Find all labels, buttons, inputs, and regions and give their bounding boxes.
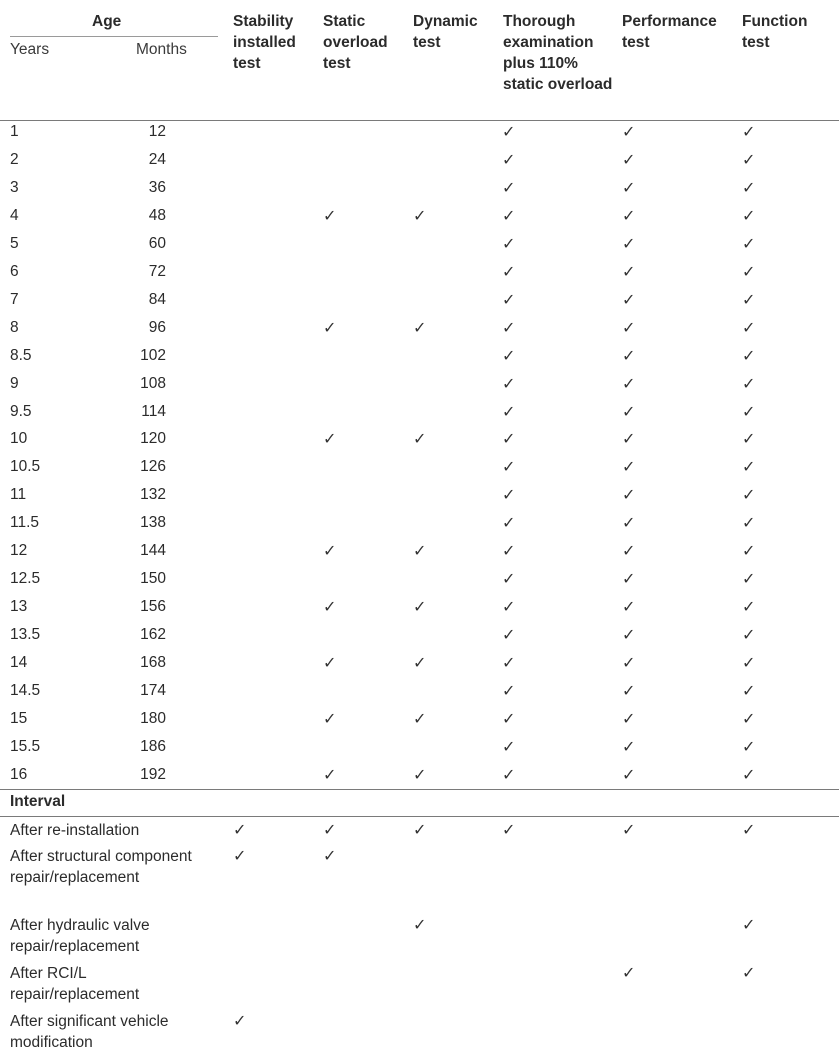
check-mark-dynamic: ✓	[413, 708, 427, 728]
check-mark-thorough-examination: ✓	[502, 289, 516, 309]
check-mark-dynamic: ✓	[413, 915, 427, 934]
check-mark-function: ✓	[742, 233, 756, 253]
check-mark-performance: ✓	[622, 261, 636, 281]
check-mark-stability-installed: ✓	[233, 820, 247, 839]
age-months-cell: 120	[140, 430, 166, 448]
header-static-overload-test: Static overload test	[323, 13, 388, 72]
check-mark-thorough-examination: ✓	[502, 373, 516, 393]
check-mark-function: ✓	[742, 429, 756, 449]
check-mark-function: ✓	[742, 485, 756, 505]
check-mark-static-overload: ✓	[323, 653, 337, 673]
age-years-cell: 10	[10, 430, 28, 448]
check-mark-dynamic: ✓	[413, 317, 427, 337]
check-mark-performance: ✓	[622, 233, 636, 253]
age-months-cell: 96	[148, 318, 166, 336]
interval-row-label: After hydraulic valve repair/replacement	[10, 917, 150, 955]
check-mark-dynamic: ✓	[413, 205, 427, 225]
check-mark-thorough-examination: ✓	[502, 569, 516, 589]
check-mark-static-overload: ✓	[323, 764, 337, 784]
check-mark-performance: ✓	[622, 963, 636, 982]
interval-top-rule	[0, 789, 839, 790]
check-mark-performance: ✓	[622, 205, 636, 225]
check-mark-performance: ✓	[622, 764, 636, 784]
check-mark-thorough-examination: ✓	[502, 122, 516, 141]
age-years-cell: 9.5	[10, 402, 32, 420]
check-mark-thorough-examination: ✓	[502, 764, 516, 784]
check-mark-function: ✓	[742, 513, 756, 533]
age-years-cell: 5	[10, 234, 19, 252]
check-mark-performance: ✓	[622, 373, 636, 393]
check-mark-performance: ✓	[622, 149, 636, 169]
check-mark-static-overload: ✓	[323, 597, 337, 617]
check-mark-function: ✓	[742, 597, 756, 617]
check-mark-dynamic: ✓	[413, 764, 427, 784]
check-mark-thorough-examination: ✓	[502, 457, 516, 477]
age-years-cell: 4	[10, 206, 19, 224]
check-mark-function: ✓	[742, 122, 756, 141]
interval-row-label: After significant vehicle modification	[10, 1013, 169, 1051]
check-mark-thorough-examination: ✓	[502, 429, 516, 449]
check-mark-thorough-examination: ✓	[502, 597, 516, 617]
check-mark-function: ✓	[742, 708, 756, 728]
header-dynamic-test: Dynamic test	[413, 13, 478, 51]
check-mark-function: ✓	[742, 764, 756, 784]
interval-row-label: After re-installation	[10, 822, 140, 839]
age-months-cell: 48	[148, 206, 166, 224]
check-mark-thorough-examination: ✓	[502, 233, 516, 253]
header-bottom-rule	[0, 120, 839, 121]
check-mark-thorough-examination: ✓	[502, 653, 516, 673]
check-mark-function: ✓	[742, 681, 756, 700]
header-thorough-examination: Thorough examination plus 110% static overload	[503, 13, 613, 93]
check-mark-dynamic: ✓	[413, 820, 427, 839]
age-years-cell: 11.5	[10, 514, 40, 532]
check-mark-function: ✓	[742, 345, 756, 365]
check-mark-static-overload: ✓	[323, 820, 337, 839]
age-months-cell: 186	[140, 737, 166, 755]
check-mark-performance: ✓	[622, 681, 636, 700]
check-mark-thorough-examination: ✓	[502, 541, 516, 561]
check-mark-function: ✓	[742, 177, 756, 197]
age-months-cell: 12	[148, 123, 166, 140]
check-mark-dynamic: ✓	[413, 429, 427, 449]
check-mark-performance: ✓	[622, 597, 636, 617]
age-years-cell: 12.5	[10, 570, 41, 588]
age-years-cell: 6	[10, 262, 19, 280]
check-mark-performance: ✓	[622, 317, 636, 337]
age-years-cell: 11	[10, 486, 27, 504]
interval-row-label: After structural component repair/replacement	[10, 848, 192, 886]
age-months-cell: 60	[148, 234, 166, 252]
check-mark-thorough-examination: ✓	[502, 485, 516, 505]
age-months-cell: 168	[140, 654, 166, 672]
age-months-cell: 102	[140, 346, 166, 364]
header-years: Years	[10, 41, 50, 58]
check-mark-performance: ✓	[622, 289, 636, 309]
check-mark-function: ✓	[742, 261, 756, 281]
check-mark-static-overload: ✓	[323, 708, 337, 728]
check-mark-performance: ✓	[622, 345, 636, 365]
check-mark-performance: ✓	[622, 177, 636, 197]
check-mark-function: ✓	[742, 205, 756, 225]
age-months-cell: 180	[140, 709, 166, 727]
age-years-cell: 2	[10, 150, 19, 168]
check-mark-dynamic: ✓	[413, 541, 427, 561]
check-mark-stability-installed: ✓	[233, 1011, 247, 1030]
check-mark-performance: ✓	[622, 708, 636, 728]
age-months-cell: 138	[140, 514, 166, 532]
interval-bottom-rule	[0, 816, 839, 817]
age-underline	[10, 36, 218, 37]
age-years-cell: 8	[10, 318, 19, 336]
check-mark-function: ✓	[742, 457, 756, 477]
age-months-cell: 126	[140, 458, 166, 476]
interval-heading: Interval	[10, 793, 66, 810]
age-months-cell: 174	[140, 682, 166, 699]
age-years-cell: 14.5	[10, 682, 41, 699]
check-mark-performance: ✓	[622, 736, 636, 756]
check-mark-thorough-examination: ✓	[502, 345, 516, 365]
age-years-cell: 15	[10, 709, 28, 727]
check-mark-dynamic: ✓	[413, 653, 427, 673]
check-mark-function: ✓	[742, 820, 756, 839]
check-mark-performance: ✓	[622, 457, 636, 477]
check-mark-thorough-examination: ✓	[502, 205, 516, 225]
check-mark-function: ✓	[742, 625, 756, 645]
check-mark-function: ✓	[742, 289, 756, 309]
check-mark-static-overload: ✓	[323, 205, 337, 225]
header-months: Months	[136, 41, 187, 58]
age-months-cell: 192	[140, 765, 166, 783]
age-years-cell: 9	[10, 374, 19, 392]
check-mark-static-overload: ✓	[323, 317, 337, 337]
age-years-cell: 15.5	[10, 737, 41, 755]
check-mark-function: ✓	[742, 373, 756, 393]
check-mark-performance: ✓	[622, 625, 636, 645]
check-mark-performance: ✓	[622, 653, 636, 673]
check-mark-thorough-examination: ✓	[502, 708, 516, 728]
age-months-cell: 114	[141, 402, 166, 420]
interval-row-label: After RCI/L repair/replacement	[10, 965, 140, 1003]
check-mark-performance: ✓	[622, 513, 636, 533]
check-mark-static-overload: ✓	[323, 846, 337, 865]
check-mark-function: ✓	[742, 653, 756, 673]
check-mark-performance: ✓	[622, 569, 636, 589]
check-mark-thorough-examination: ✓	[502, 149, 516, 169]
age-years-cell: 3	[10, 178, 19, 196]
check-mark-dynamic: ✓	[413, 597, 427, 617]
check-mark-function: ✓	[742, 317, 756, 337]
check-mark-function: ✓	[742, 736, 756, 756]
age-months-cell: 150	[140, 570, 166, 588]
age-months-cell: 84	[148, 290, 166, 308]
age-years-cell: 10.5	[10, 458, 41, 476]
check-mark-performance: ✓	[622, 820, 636, 839]
check-mark-function: ✓	[742, 541, 756, 561]
age-months-cell: 108	[140, 374, 166, 392]
check-mark-function: ✓	[742, 401, 756, 421]
check-mark-thorough-examination: ✓	[502, 681, 516, 700]
header-stability-installed-test: Stability installed test	[233, 13, 296, 72]
age-months-cell: 72	[148, 262, 166, 280]
age-years-cell: 7	[10, 290, 19, 308]
header-age: Age	[92, 13, 122, 30]
check-mark-thorough-examination: ✓	[502, 820, 516, 839]
check-mark-thorough-examination: ✓	[502, 261, 516, 281]
header-function-test: Function test	[742, 13, 808, 51]
check-mark-stability-installed: ✓	[233, 846, 247, 865]
age-years-cell: 13.5	[10, 626, 41, 644]
age-years-cell: 13	[10, 598, 28, 616]
age-years-cell: 8.5	[10, 346, 32, 364]
check-mark-static-overload: ✓	[323, 429, 337, 449]
check-mark-performance: ✓	[622, 122, 636, 141]
check-mark-performance: ✓	[622, 429, 636, 449]
check-mark-performance: ✓	[622, 485, 636, 505]
check-mark-thorough-examination: ✓	[502, 177, 516, 197]
check-mark-function: ✓	[742, 569, 756, 589]
age-years-cell: 1	[10, 123, 19, 140]
check-mark-thorough-examination: ✓	[502, 401, 516, 421]
check-mark-thorough-examination: ✓	[502, 625, 516, 645]
check-mark-static-overload: ✓	[323, 541, 337, 561]
age-months-cell: 36	[148, 178, 166, 196]
header-performance-test: Performance test	[622, 13, 717, 51]
age-years-cell: 14	[10, 654, 28, 672]
age-months-cell: 144	[140, 542, 166, 560]
age-months-cell: 24	[148, 150, 166, 168]
check-mark-thorough-examination: ✓	[502, 513, 516, 533]
age-years-cell: 16	[10, 765, 28, 783]
check-mark-function: ✓	[742, 963, 756, 982]
check-mark-thorough-examination: ✓	[502, 317, 516, 337]
check-mark-performance: ✓	[622, 541, 636, 561]
age-months-cell: 162	[140, 626, 166, 644]
check-mark-function: ✓	[742, 915, 756, 934]
age-months-cell: 132	[140, 486, 166, 504]
check-mark-thorough-examination: ✓	[502, 736, 516, 756]
age-months-cell: 156	[140, 598, 166, 616]
check-mark-function: ✓	[742, 149, 756, 169]
age-years-cell: 12	[10, 542, 28, 560]
check-mark-performance: ✓	[622, 401, 636, 421]
